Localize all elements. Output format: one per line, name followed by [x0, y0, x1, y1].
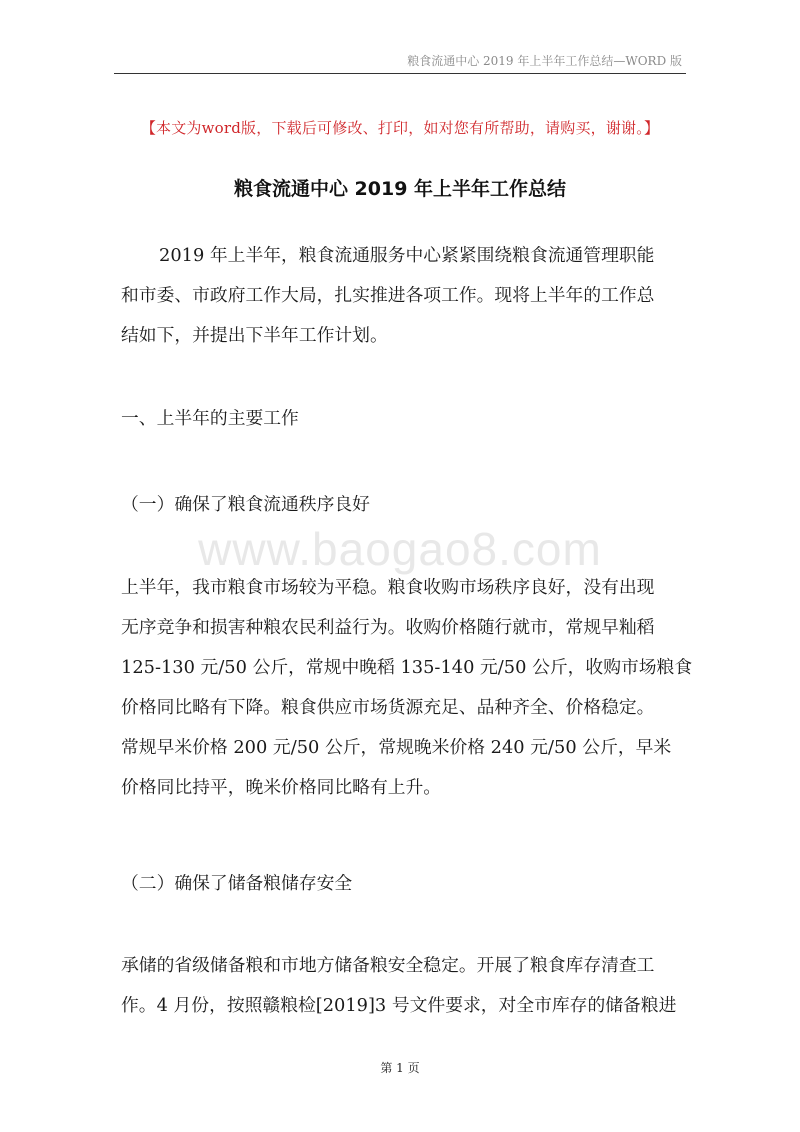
subsection-heading-reserve-safety: （二）确保了储备粮储存安全 [121, 873, 353, 894]
paragraph-line: 常规早米价格 200 元/50 公斤，常规晚米价格 240 元/50 公斤，早米 [121, 737, 672, 758]
header-divider [114, 73, 686, 74]
subsection-heading-circulation-order: （一）确保了粮食流通秩序良好 [121, 494, 370, 515]
running-header: 粮食流通中心 2019 年上半年工作总结—WORD 版 [407, 54, 682, 68]
paragraph-line: 125-130 元/50 公斤，常规中晚稻 135-140 元/50 公斤，收购市场粮食 [121, 657, 693, 678]
intro-line: 2019 年上半年，粮食流通服务中心紧紧围绕粮食流通管理职能 [159, 245, 655, 266]
paragraph-line: 作。4 月份，按照赣粮检[2019]3 号文件要求，对全市库存的储备粮进 [121, 995, 677, 1016]
intro-paragraph [121, 236, 693, 356]
section-heading-main-work: 一、上半年的主要工作 [121, 408, 299, 429]
paragraph-line: 价格同比持平，晚米价格同比略有上升。 [121, 777, 442, 798]
page-number: 第 1 页 [380, 1061, 420, 1075]
intro-line: 和市委、市政府工作大局，扎实推进各项工作。现将上半年的工作总 [121, 285, 655, 306]
watermark-text: www.baogao8.com [198, 523, 602, 575]
intro-line: 结如下，并提出下半年工作计划。 [121, 325, 388, 346]
paragraph-line: 无序竞争和损害种粮农民利益行为。收购价格随行就市，常规早籼稻 [121, 617, 655, 638]
purchase-notice: 【本文为word版，下载后可修改、打印，如对您有所帮助，请购买，谢谢。】 [140, 119, 660, 137]
paragraph-line: 承储的省级储备粮和市地方储备粮安全稳定。开展了粮食库存清查工 [121, 955, 655, 976]
paragraph-line: 上半年，我市粮食市场较为平稳。粮食收购市场秩序良好，没有出现 [121, 577, 655, 598]
paragraph-line: 价格同比略有下降。粮食供应市场货源充足、品种齐全、价格稳定。 [121, 697, 655, 718]
document-title: 粮食流通中心 2019 年上半年工作总结 [233, 178, 567, 200]
reserve-safety-paragraph [121, 946, 693, 1026]
circulation-order-paragraph [121, 568, 693, 808]
